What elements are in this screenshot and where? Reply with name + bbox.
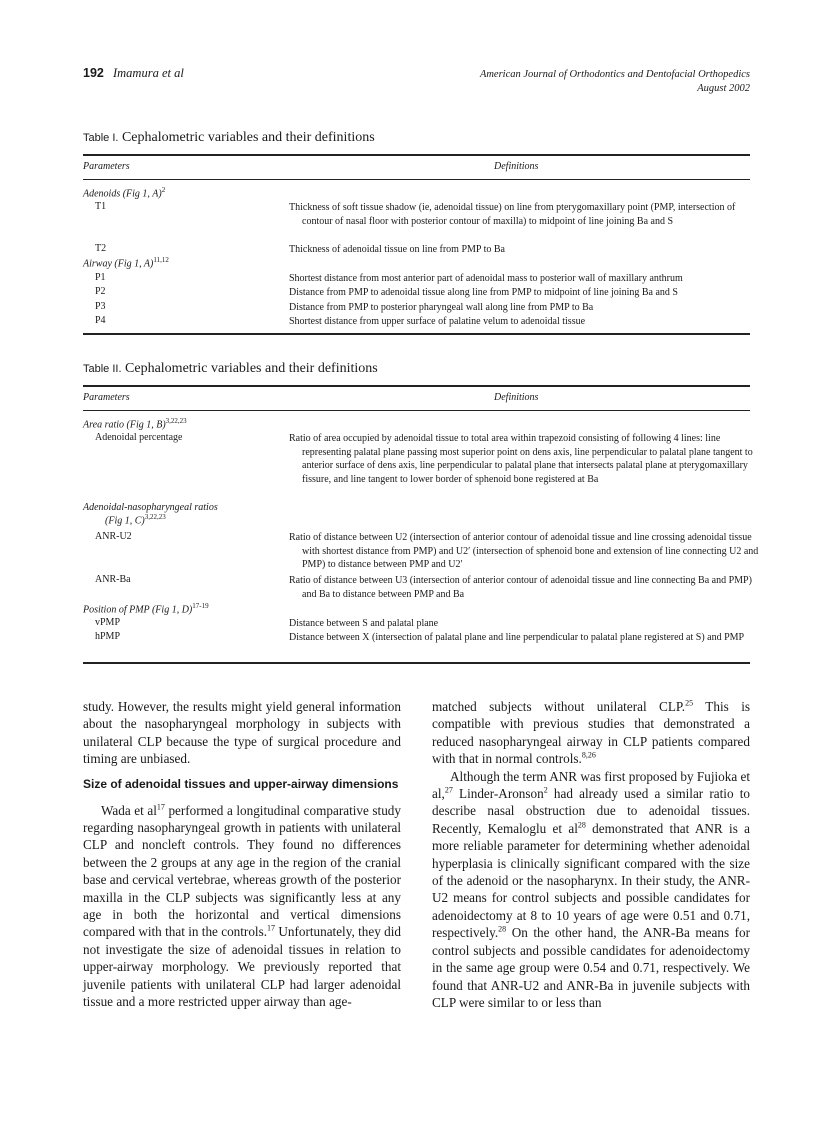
- body-left-column: [83, 698, 401, 1011]
- running-authors: Imamura et al: [112, 66, 184, 80]
- table1-param-t1: T1: [95, 201, 107, 212]
- body-left-paragraph-2: Wada et $al^{17}$ performed a longitudinal comparative study regarding nasopharyngeal growth in patients with unilateral CLP and noncleft controls. They found no differences between the 2 groups at any age in the region of the cranial base and cervical vertebrae, whereas growth of the posterior maxilla in the CLP subjects was significantly less at any age in both the horizontal and vertical dimensions compared with that in the controls.$^{17}$ Unfortunately, they did not investigate the size of adenoidal tissues in relation to upper-airway morphology. We previously reported that juvenile patients with unilateral CLP had larger adenoidal tissue and a more restricted upper airway than age-: [83, 802, 401, 1010]
- table1-def-p3: Distance from PMP to posterior pharyngeal wall along line from PMP to Ba: [289, 302, 594, 313]
- body-right-paragraph-2: Although the term ANR was first proposed by Fujioka et al,$^{27}$ Linder-Aronson$^2$ had already used a similar ratio to describe nasal obstruction due to adenoidal tissues. Recently, Kemaloglu et $al^{28}$ demonstrated that ANR is a more reliable parameter for determining whether adenoidal hyperplasia is clinically significant compared with the size of the adenoid or the nasopharynx. In their study, the ANR-U2 means for control subjects and possible candidates for adenoidectomy at 8 to 10 years of age were 0.51 and 0.71, respectively.$^{28}$ On the other hand, the ANR-Ba means for control subjects and possible candidates for adenoidectomy in the same age group were 0.54 and 0.71, respectively. We found that ANR-U2 and ANR-Ba in juvenile subjects with CLP were similar to or less than: [432, 768, 751, 1010]
- table2-group-area-ratio: Area ratio (Fig 1, B)$^{3,22,23}$: [83, 417, 187, 431]
- table1-param-p4: P4: [95, 315, 106, 326]
- body-left-paragraph-1: study. However, the results might yield general information about the nasopharyngeal morphology in subjects with unilateral CLP because the type of surgical procedure and timing are unbiased.: [83, 699, 401, 767]
- table1-top-rule: [83, 154, 750, 156]
- table2-caption: Table II. Cephalometric variables and their definitions: [83, 361, 378, 376]
- page-number: 192: [83, 66, 104, 80]
- table1-def-p4: Shortest distance from upper surface of palatine velum to adenoidal tissue: [289, 316, 586, 327]
- table1-def-t1: Thickness of soft tissue shadow (ie, adenoidal tissue) on line from pterygomaxillary point (PMP, intersection of contour of nasal floor with posterior contour of maxilla) to midpoint of line joining Ba and S: [289, 202, 736, 227]
- body-right-paragraph-1: matched subjects without unilateral CLP.$^{25}$ This is compatible with previous studies that demonstrated a reduced nasopharyngeal airway in CLP patients compared with that in normal controls.$^{8,26}$: [432, 698, 750, 767]
- body-right-column: [432, 698, 750, 1011]
- table1-def-t2: Thickness of adenoidal tissue on line from PMP to Ba: [289, 244, 505, 255]
- table1-param-p3: P3: [95, 301, 106, 312]
- table2-col-definitions: Definitions: [494, 392, 539, 403]
- table1-param-p2: P2: [95, 286, 106, 297]
- table1-head-rule: [83, 179, 750, 180]
- running-header-right: [480, 68, 750, 96]
- table1-def-p1: Shortest distance from most anterior part of adenoidal mass to posterior wall of maxillary anthrum: [289, 273, 683, 284]
- table1-param-t2: T2: [95, 243, 107, 254]
- table2-group-pmp-position: Position of PMP (Fig 1, D)$^{17-19}$: [83, 602, 209, 616]
- table2-def-anr-u2: Ratio of distance between U2 (intersection of anterior contour of adenoidal tissue and line crossing adenoidal tissue with shortest distance from PMP) and U2′ (intersection of sphenoid bone and extension of line connecting U2 and PMP) to distance between PMP and U2′: [289, 532, 759, 571]
- table1-group-adenoids: Adenoids (Fig 1, A)$^2$: [83, 186, 166, 200]
- table2-bottom-rule: [83, 662, 750, 664]
- table2-param-anr-u2: ANR-U2: [95, 531, 132, 542]
- table2-def-hpmp: Distance between X (intersection of palatal plane and line perpendicular to palatal plane registered at S) and PMP: [289, 632, 745, 643]
- table2-head-rule: [83, 410, 750, 411]
- table1-caption: Table I. Cephalometric variables and their definitions: [83, 130, 375, 145]
- table2-param-anr-ba: ANR-Ba: [95, 574, 131, 585]
- journal-name: American Journal of Orthodontics and Dentofacial Orthopedics: [479, 69, 750, 80]
- table2-param-adenoidal-percentage: Adenoidal percentage: [95, 432, 183, 443]
- table2-param-hpmp: hPMP: [95, 631, 121, 642]
- table2-param-vpmp: vPMP: [95, 617, 121, 628]
- table1-col-definitions: Definitions: [494, 161, 539, 172]
- table2-def-vpmp: Distance between S and palatal plane: [289, 618, 439, 629]
- section-heading-adenoidal-size: Size of adenoidal tissues and upper-airway dimensions: [83, 776, 399, 791]
- table1-def-p2: Distance from PMP to adenoidal tissue along line from PMP to midpoint of line joining Ba and S: [289, 287, 678, 298]
- table2-col-parameters: Parameters: [83, 392, 130, 403]
- table1-param-p1: P1: [95, 272, 106, 283]
- table1-group-airway: Airway (Fig 1, A)$^{11,12}$: [83, 256, 169, 270]
- table2-group-anr: Adenoidal-nasopharyngeal ratios (Fig 1, C)$^{3,22,23}$: [83, 502, 218, 527]
- running-header-left: [83, 66, 184, 81]
- table1-col-parameters: Parameters: [83, 161, 130, 172]
- table2-def-anr-ba: Ratio of distance between U3 (intersection of anterior contour of adenoidal tissue and line connecting Ba and PMP) and Ba to distance between PMP and Ba: [289, 575, 752, 600]
- issue-date: August 2002: [697, 83, 750, 94]
- table1-bottom-rule: [83, 333, 750, 335]
- table2-top-rule: [83, 385, 750, 387]
- table2-def-adenoidal-percentage: Ratio of area occupied by adenoidal tissue to total area within trapezoid consisting of following 4 lines: line representing palatal plane passing most superior point on dens axis, line perpendicular to palatal plane tangent to anterior surface of dens axis, line perpendicular to palatal plane that intersects palatal plane at pterygomaxillary fissure, and line tangent to lower border of sphenoid bone registered at Ba: [289, 433, 753, 485]
